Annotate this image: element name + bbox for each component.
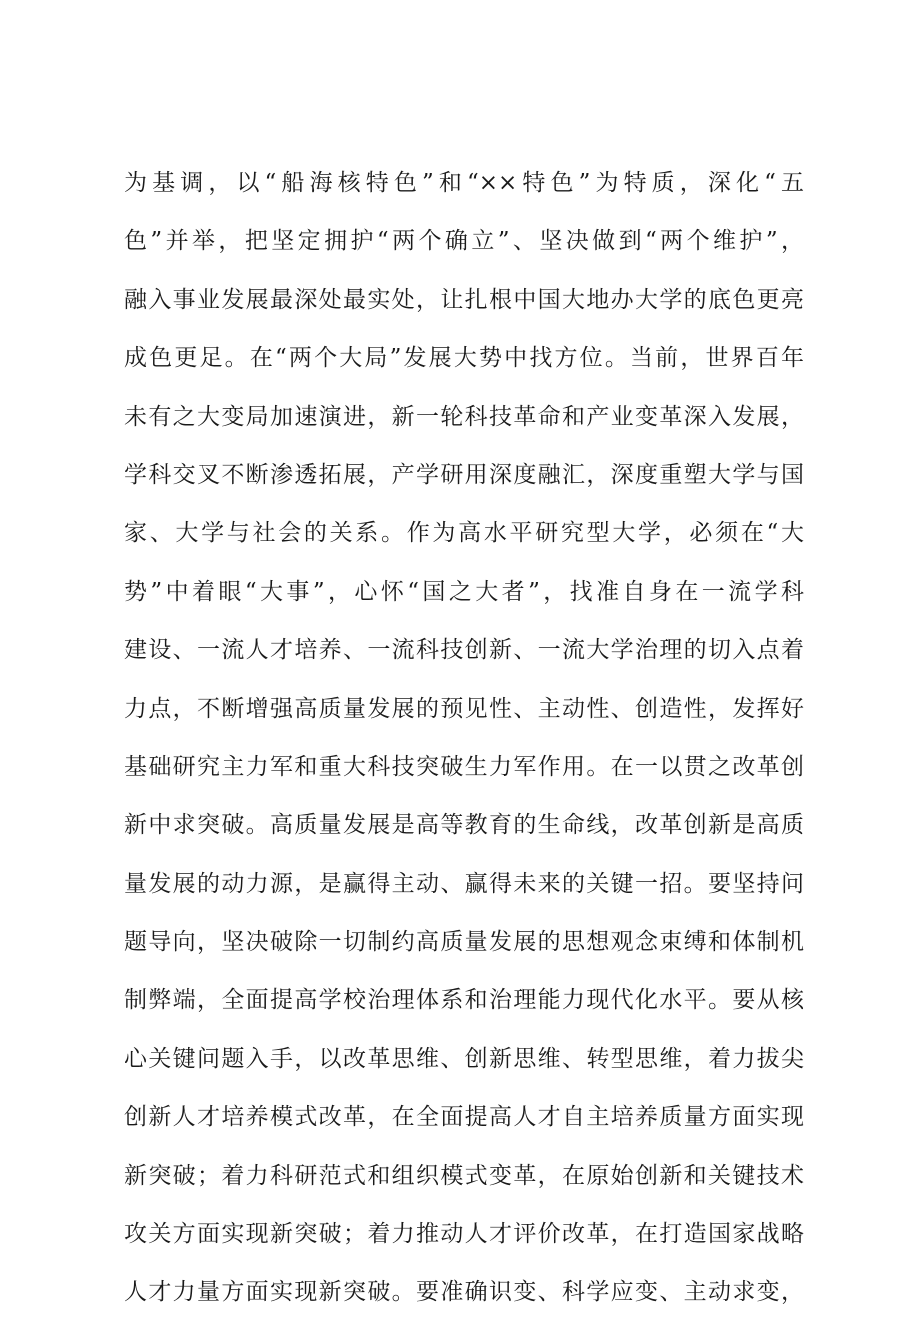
text-line: 创新人才培养模式改革，在全面提高人才自主培养质量方面实现 [124,1104,804,1131]
text-line: 新中求突破。高质量发展是高等教育的生命线，改革创新是高质 [124,812,804,839]
text-line: 攻关方面实现新突破；着力推动人才评价改革，在打造国家战略 [124,1221,804,1248]
text-line: 心关键问题入手，以改革思维、创新思维、转型思维，着力拔尖 [124,1045,804,1072]
text-line: 制弊端，全面提高学校治理体系和治理能力现代化水平。要从核 [124,987,804,1014]
text-line: 量发展的动力源，是赢得主动、赢得未来的关键一招。要坚持问 [124,870,804,897]
text-line: 为基调，以“船海核特色”和“××特色”为特质，深化“五 [124,170,804,196]
text-line: 力点，不断增强高质量发展的预见性、主动性、创造性，发挥好 [124,695,804,722]
text-line: 融入事业发展最深处最实处，让扎根中国大地办大学的底色更亮 [124,286,804,313]
text-line: 色”并举，把坚定拥护“两个确立”、坚决做到“两个维护”， [124,228,804,255]
text-line: 人才力量方面实现新突破。要准确识变、科学应变、主动求变， [124,1279,804,1306]
text-line: 基础研究主力军和重大科技突破生力军作用。在一以贯之改革创 [124,753,804,780]
text-line: 建设、一流人才培养、一流科技创新、一流大学治理的切入点着 [124,637,804,664]
text-line: 家、大学与社会的关系。作为高水平研究型大学，必须在“大 [124,520,804,547]
text-line: 题导向，坚决破除一切制约高质量发展的思想观念束缚和体制机 [124,929,804,956]
text-line: 未有之大变局加速演进，新一轮科技革命和产业变革深入发展， [124,403,804,430]
text-line: 新突破；着力科研范式和组织模式变革，在原始创新和关键技术 [124,1162,804,1189]
text-line: 学科交叉不断渗透拓展，产学研用深度融汇，深度重塑大学与国 [124,461,804,488]
text-line: 成色更足。在“两个大局”发展大势中找方位。当前，世界百年 [124,345,804,372]
body-paragraph [124,154,804,1322]
text-line: 势”中着眼“大事”，心怀“国之大者”，找准自身在一流学科 [124,578,804,605]
